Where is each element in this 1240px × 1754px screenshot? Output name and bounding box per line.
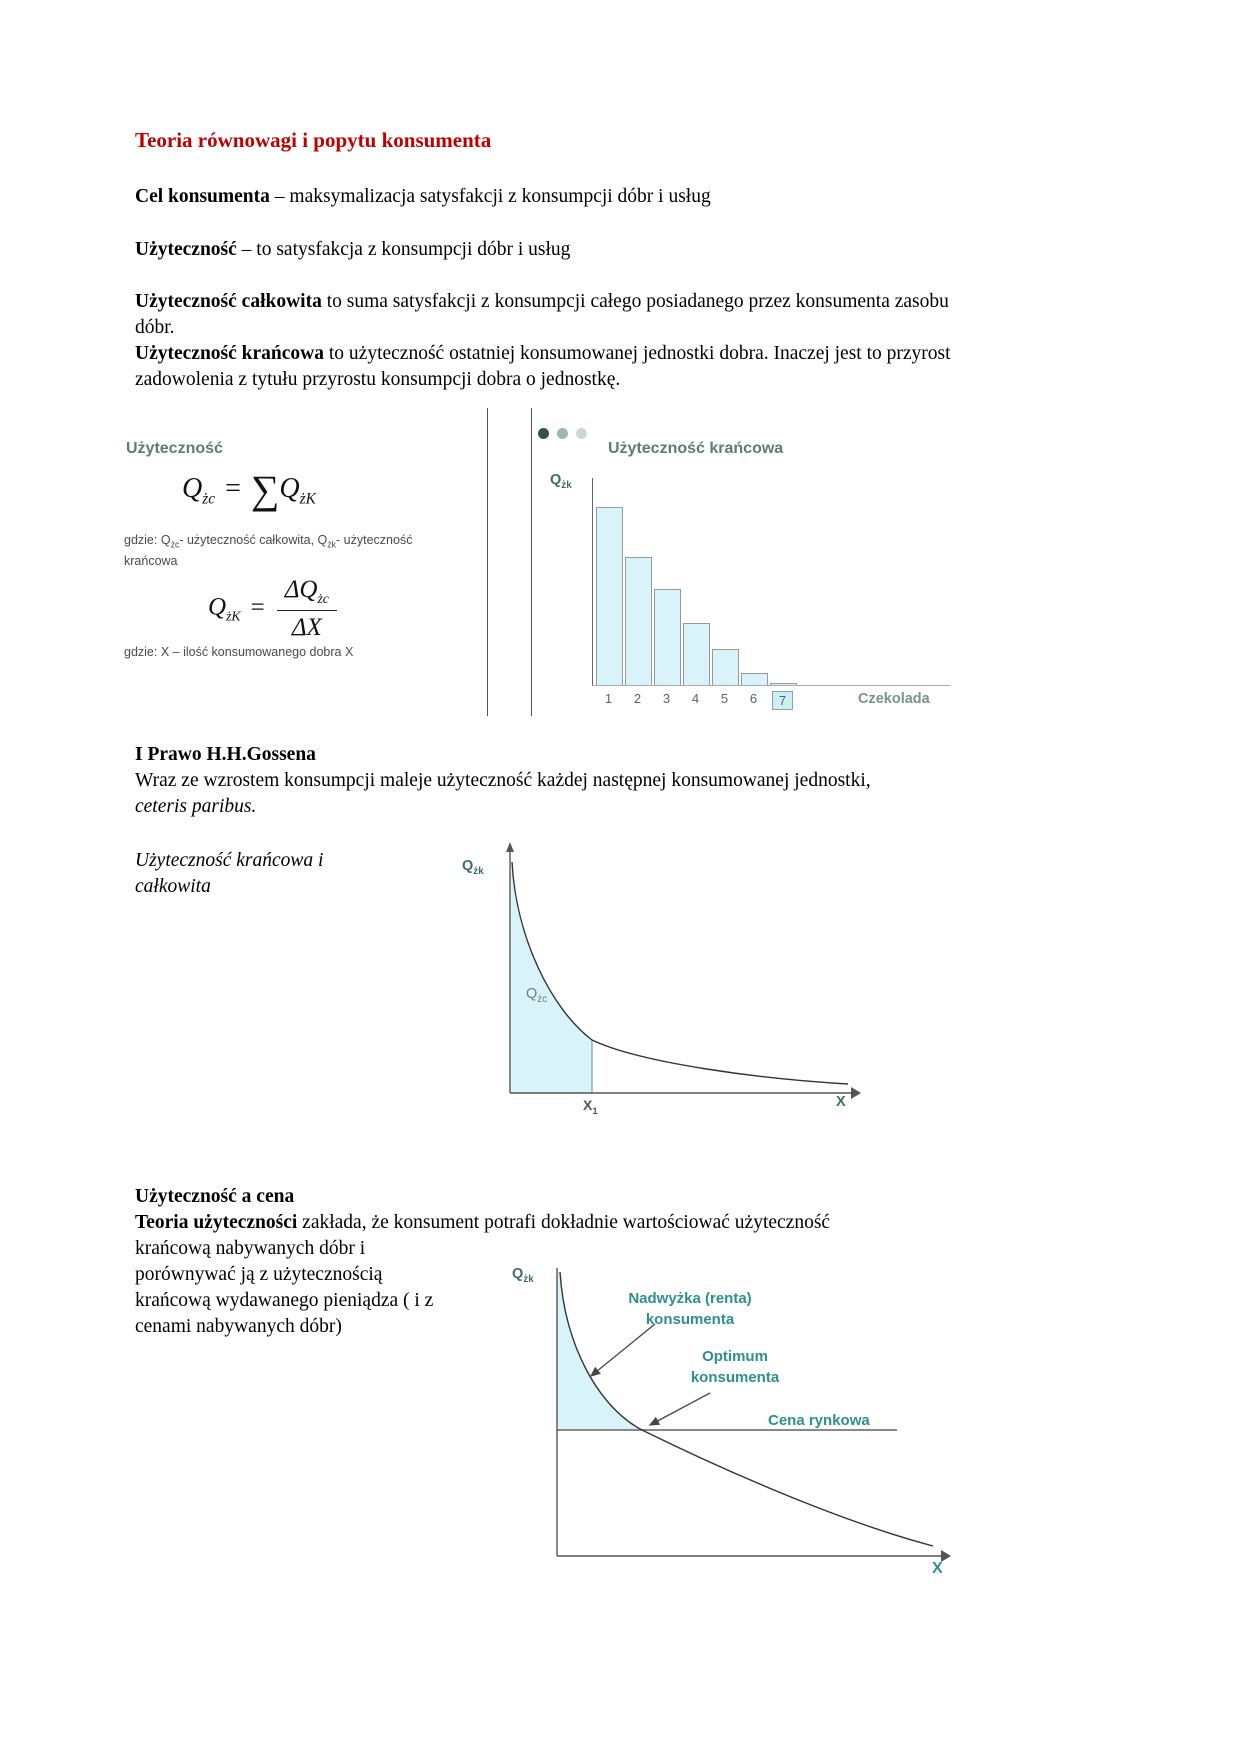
area-label-text: Q [526,986,538,1002]
bar-label: 1 [604,691,613,706]
xmark-subscript: 1 [592,1105,598,1117]
surplus-annotation-arrow-icon [591,1324,655,1376]
fraction-denominator: ΔX [291,614,322,641]
note-subscript: żk [327,539,337,550]
slide-indicator-dots [538,428,587,439]
axis-label-subscript: żk [523,1273,534,1285]
caption-line: całkowita [135,876,211,897]
term-teoria-uzytecznosci: Teoria użyteczności [135,1212,298,1233]
total-utility-area [511,862,592,1093]
divider-line [487,408,488,716]
bar-chart-bars [593,478,950,685]
utility-curve-chart [450,836,870,1126]
figure-marginal-total-utility-chart [450,836,870,1126]
price-chart-x-label: X [932,1560,943,1577]
figure-right-title: Użyteczność krańcowa [608,440,784,457]
bar [741,673,768,685]
note-subscript: żc [170,539,180,550]
figure-left-title: Użyteczność [126,440,223,457]
equals-sign: = [250,593,265,621]
bar-chart [592,478,950,686]
gossen-text-line1: Wraz ze wzrostem konsumpcji maleje użyteczność każdej następnej konsumowanej jednostki, [135,770,871,791]
formula-marginal-utility [208,576,337,642]
note-text: - użyteczność krańcowa [124,533,413,568]
price-text-line4: krańcową wydawanego pieniądza ( i z [135,1290,434,1311]
gossen-text-ceteris-paribus: ceteris paribus. [135,796,257,817]
formula-subscript: żc [202,490,216,508]
formula-subscript: żK [226,608,241,624]
formula-symbol: ΔQ [284,576,318,603]
axis-label-subscript: żk [473,865,484,877]
caption-line: Użyteczność krańcowa i [135,850,324,871]
optimum-annotation-arrow-icon [650,1393,710,1425]
gossen-heading: I Prawo H.H.Gossena [135,744,316,765]
annotation-line: konsumenta [645,1311,735,1328]
figure-gossen-caption [135,848,323,900]
note-text: gdzie: Q [124,533,171,547]
bar-label: 4 [691,691,700,706]
note-text: - użyteczność całkowita, Q [179,533,328,547]
paragraph-definitions [135,289,980,393]
optimum-annotation [655,1346,815,1388]
annotation-line: Nadwyżka (renta) [628,1290,752,1307]
term-uzytecznosc-calkowita: Użyteczność całkowita [135,291,322,312]
gossen-chart-x-label: X [836,1094,846,1110]
slide-dot-icon [557,428,568,439]
formula-total-note [124,532,454,569]
axis-label-text: Q [550,472,562,488]
paragraph-cel-konsumenta [135,184,711,210]
axis-label-text: Q [512,1266,524,1282]
paragraph-text: – to satysfakcja z konsumpcji dóbr i usług [236,239,571,260]
figure-utility-slides [120,408,980,720]
formula-symbol: Q [279,473,300,504]
formula-total-utility [182,466,316,513]
price-text-line3: porównywać ją z użytecznością [135,1264,383,1285]
bar-label: 6 [749,691,758,706]
paragraph-uzytecznosc-krancowa [135,341,980,393]
bar-label: 2 [633,691,642,706]
price-text-line1 [135,1210,1035,1236]
y-axis-arrow-icon [506,842,514,852]
price-line-label: Cena rynkowa [768,1412,870,1429]
paragraph-uzytecznosc-calkowita [135,289,980,341]
slide-dot-icon [538,428,549,439]
bar [712,649,739,685]
term-uzytecznosc: Użyteczność [135,239,237,260]
formula-subscript: żc [317,591,329,606]
bar-label: 5 [720,691,729,706]
bar [596,507,623,685]
paragraph-text: to użyteczność ostatniej konsumowanej jednostki dobra. Inaczej jest to przyrost zadowolenia z tytułu przyrostu konsumpcji dobra o jednostkę. [135,343,951,390]
page-title: Teoria równowagi i popytu konsumenta [135,128,492,152]
fraction-numerator [277,576,337,611]
bar [770,683,797,685]
gossen-chart-y-label [462,858,484,877]
formula-symbol: Q [182,473,203,504]
figure-consumer-surplus-chart [505,1258,975,1588]
bar [654,589,681,685]
bar [683,623,710,685]
price-text-line2: krańcową nabywanych dóbr i [135,1238,366,1259]
divider-line [531,408,532,716]
bar-chart-labels [594,691,797,710]
bar [625,557,652,685]
surplus-annotation [600,1288,780,1330]
bar-label: 3 [662,691,671,706]
axis-label-subscript: żk [561,479,572,491]
price-heading: Użyteczność a cena [135,1186,295,1207]
formula-symbol: Q [208,593,227,621]
bar-chart-y-label [550,472,572,491]
price-chart-y-label [512,1266,534,1285]
total-utility-area-label [526,986,547,1005]
term-uzytecznosc-krancowa: Użyteczność krańcowa [135,343,324,364]
section-gossen [135,742,1035,820]
sigma-sum-icon: ∑ [250,467,280,512]
annotation-line: konsumenta [690,1369,780,1386]
paragraph-text: zakłada, że konsument potrafi dokładnie wartościować użyteczność [297,1212,831,1233]
paragraph-text: to suma satysfakcji z konsumpcji całego posiadanego przez konsumenta zasobu dóbr. [135,291,949,338]
axis-label-text: Q [462,858,474,874]
bar-chart-x-label: Czekolada [858,691,930,707]
term-cel-konsumenta: Cel konsumenta [135,186,270,207]
fraction [277,576,337,642]
formula-subscript: żK [299,490,316,508]
xmark-text: X [583,1097,593,1113]
formula-marginal-note: gdzie: X – ilość konsumowanego dobra X [124,645,354,659]
x1-mark-label [583,1097,598,1117]
area-label-subscript: żc [537,993,548,1005]
x-axis-arrow-icon [851,1087,861,1099]
paragraph-uzytecznosc [135,237,570,263]
annotation-line: Optimum [702,1348,768,1365]
equals-sign: = [225,473,241,504]
paragraph-text: – maksymalizacja satysfakcji z konsumpcji dóbr i usług [269,186,711,207]
slide-dot-icon [576,428,587,439]
price-text-line5: cenami nabywanych dóbr) [135,1316,342,1337]
bar-label: 7 [772,691,793,710]
